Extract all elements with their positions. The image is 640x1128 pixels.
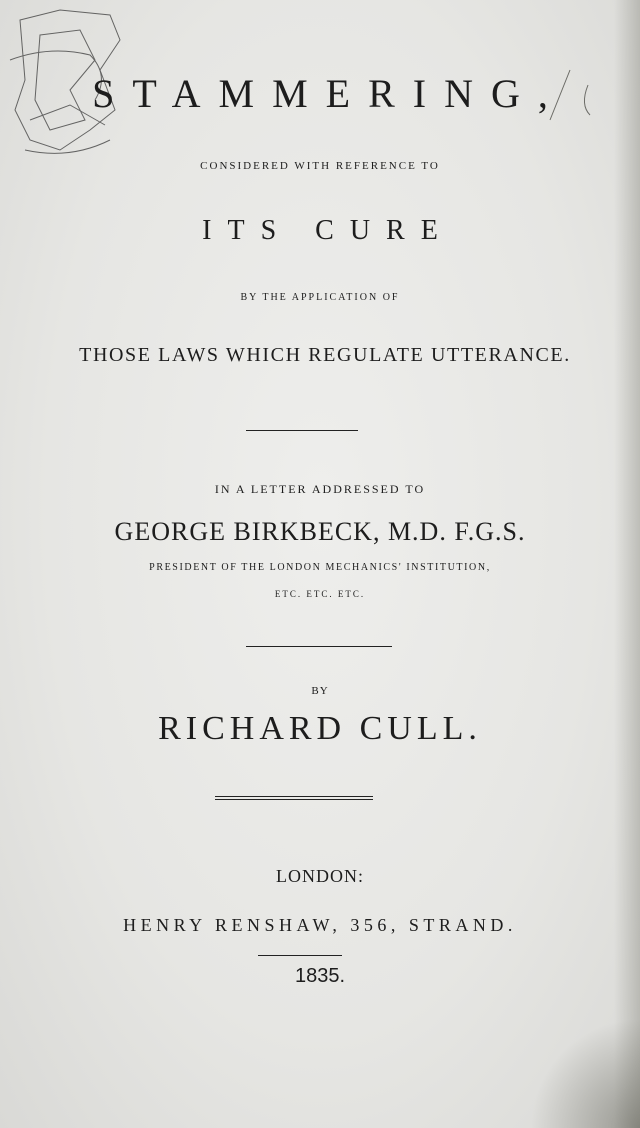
book-title: STAMMERING, bbox=[92, 71, 566, 116]
letter-line: IN A LETTER ADDRESSED TO bbox=[214, 482, 426, 496]
addressee-title: PRESIDENT OF THE LONDON MECHANICS' INSTITUTION, bbox=[149, 562, 491, 573]
divider-rule-3 bbox=[258, 955, 342, 956]
addressee-name: GEORGE BIRKBECK, M.D. F.G.S. bbox=[114, 517, 526, 546]
etc-line: ETC. ETC. ETC. bbox=[274, 589, 366, 599]
by-application-line: BY THE APPLICATION OF bbox=[240, 292, 400, 303]
imprint-publisher: HENRY RENSHAW, 356, STRAND. bbox=[123, 915, 517, 935]
laws-line: THOSE LAWS WHICH REGULATE UTTERANCE. bbox=[79, 344, 571, 366]
double-rule bbox=[215, 796, 373, 797]
imprint-year: 1835. bbox=[294, 965, 346, 987]
divider-rule-1 bbox=[246, 430, 358, 431]
subject-line: ITS CURE bbox=[202, 215, 454, 246]
author-name: RICHARD CULL. bbox=[158, 710, 482, 747]
divider-rule-2 bbox=[246, 646, 392, 647]
by-line: BY bbox=[311, 685, 329, 697]
page-corner-shadow bbox=[530, 1018, 640, 1128]
page-edge-shadow bbox=[614, 0, 640, 1128]
imprint-place: LONDON: bbox=[276, 866, 364, 886]
considered-line: CONSIDERED WITH REFERENCE TO bbox=[200, 160, 440, 172]
